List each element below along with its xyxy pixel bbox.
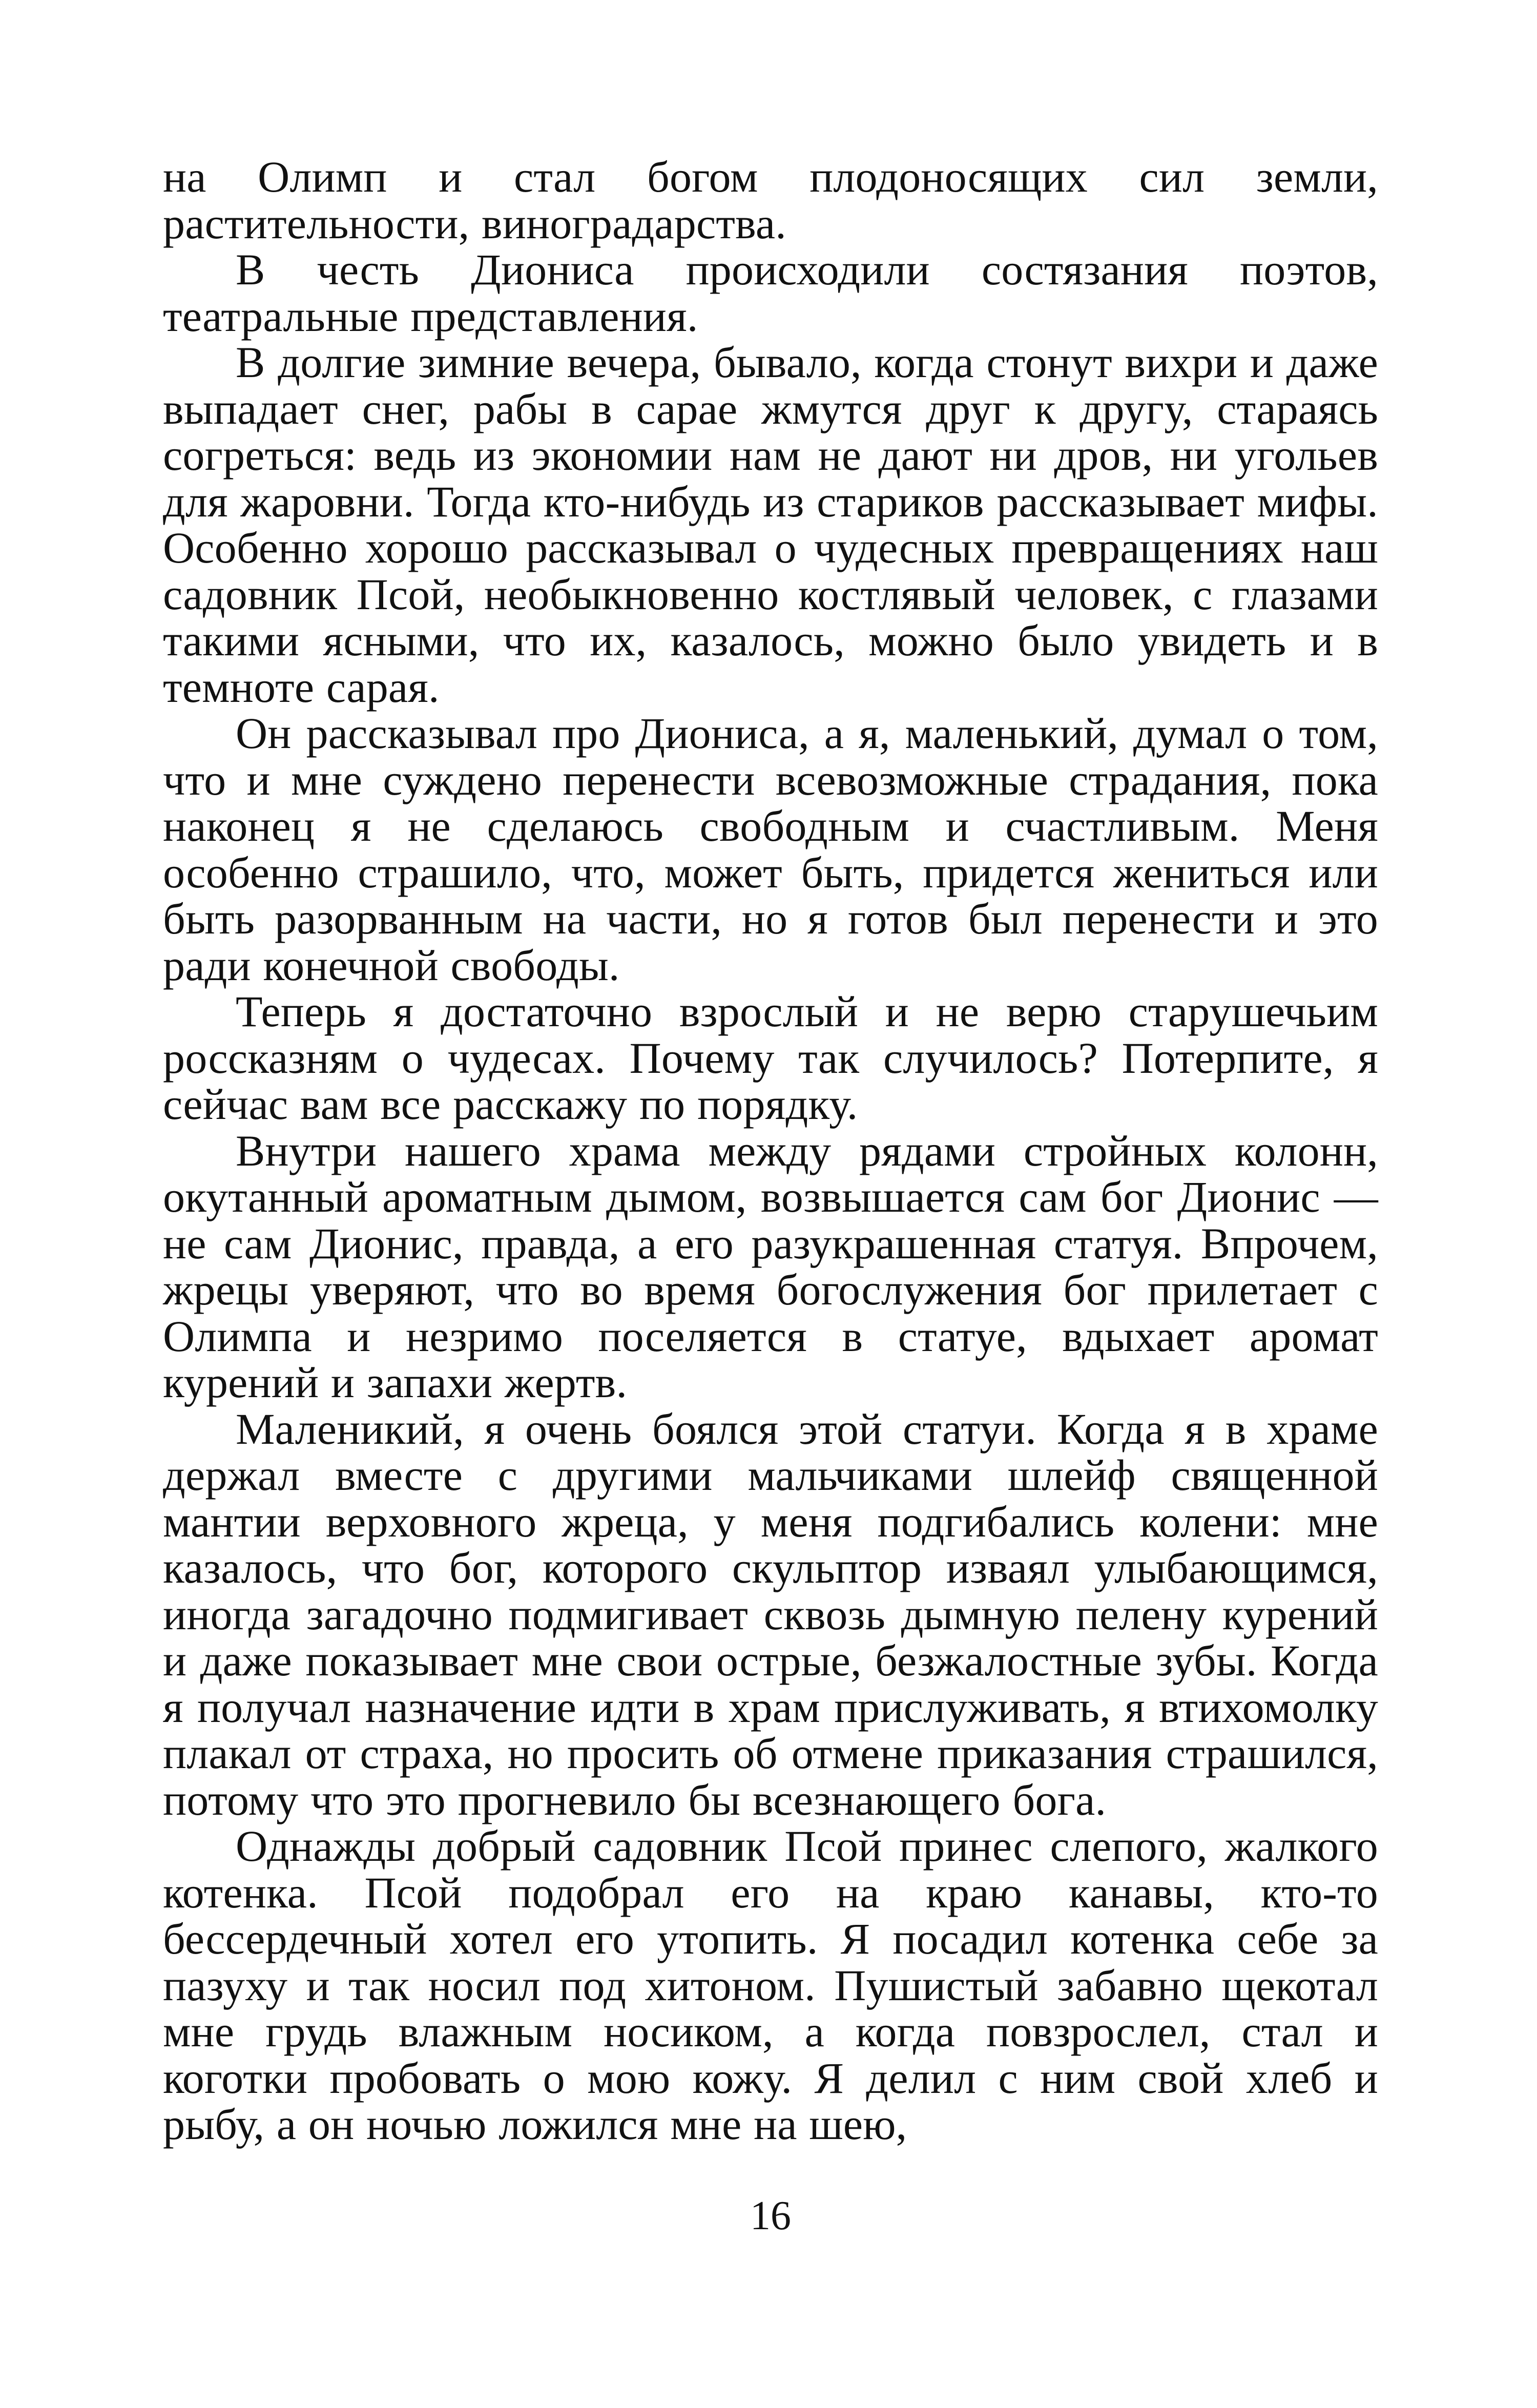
book-page <box>163 152 1378 2238</box>
paragraph-6: Внутри нашего храма между рядами стройных колонн, окутанный ароматным дымом, возвышается сам бог Дионис — не сам Дионис, правда, а его разукрашенная статуя. Впрочем, жрецы уверяют, что во время богослужения бог прилетает с Олимпа и незримо поселяется в статуе, вдыхает аромат курений и запахи жертв. <box>163 1126 1378 1407</box>
paragraph-7: Маленикий, я очень боялся этой статуи. Когда я в храме держал вместе с другими мальчиками шлейф священной мантии верховного жреца, у меня подгибались колени: мне казалось, что бог, которого скульптор изваял улыбающимся, иногда загадочно подмигивает сквозь дымную пелену курений и даже показывает мне свои острые, безжалостные зубы. Когда я получал назначение идти в храм прислуживать, я втихомолку плакал от страха, но просить об отмене приказания страшился, потому что это прогневило бы всезнающего бога. <box>163 1404 1378 1824</box>
body-text <box>163 154 1378 2148</box>
paragraph-4: Он рассказывал про Диониса, а я, маленький, думал о том, что и мне суждено перенести всевозможные страдания, пока наконец я не сделаюсь свободным и счастливым. Меня особенно страшило, что, может быть, придется жениться или быть разорванным на части, но я готов был перенести и это ради конечной свободы. <box>163 709 1378 990</box>
paragraph-2: В честь Диониса происходили состязания поэтов, театральные представления. <box>163 245 1378 341</box>
paragraph-5: Теперь я достаточно взрослый и не верю старушечьим россказням о чудесах. Почему так случилось? Потерпите, я сейчас вам все расскажу по порядку. <box>163 987 1378 1129</box>
page-number: 16 <box>750 2193 791 2238</box>
paragraph-3: В долгие зимние вечера, бывало, когда стонут вихри и даже выпадает снег, рабы в сарае жмутся друг к другу, стараясь согреться: ведь из экономии нам не дают ни дров, ни угольев для жаровни. Тогда кто-нибудь из стариков рассказывает мифы. Особенно хорошо рассказывал о чудесных превращениях наш садовник Псой, необыкновенно костлявый человек, с глазами такими ясными, что их, казалось, можно было увидеть и в темноте сарая. <box>163 338 1378 712</box>
paragraph-8: Однажды добрый садовник Псой принес слепого, жалкого котенка. Псой подобрал его на краю канавы, кто-то бессердечный хотел его утопить. Я посадил котенка себе за пазуху и так носил под хитоном. Пушистый забавно щекотал мне грудь влажным носиком, а когда повзрослел, стал и коготки пробовать о мою кожу. Я делил с ним свой хлеб и рыбу, а он ночью ложился мне на шею, <box>163 1821 1378 2149</box>
paragraph-1: на Олимп и стал богом плодоносящих сил земли, растительности, виноградарства. <box>163 152 1378 248</box>
